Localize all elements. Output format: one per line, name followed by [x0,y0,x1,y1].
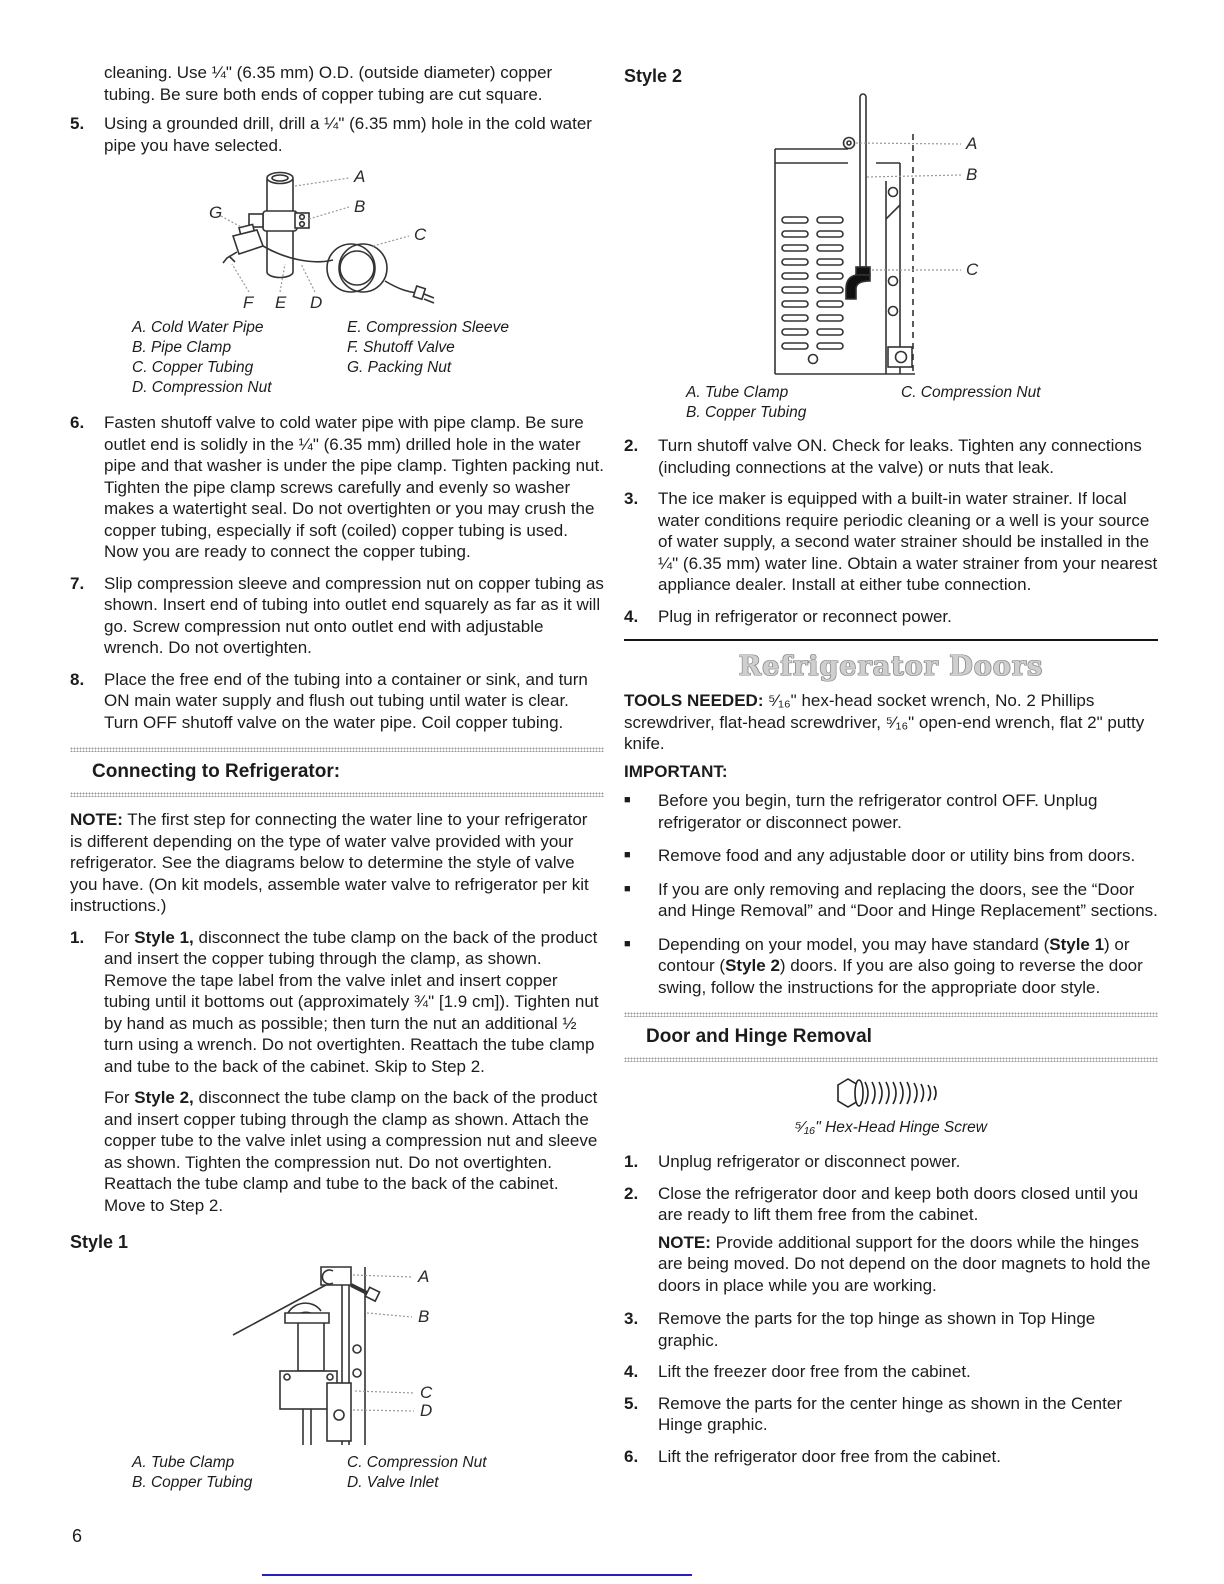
removal-step-6 [624,1446,1158,1468]
list-item-step8 [70,669,604,734]
diagram1-legend [132,318,604,398]
legend-item: D. Valve Inlet [347,1474,439,1491]
legend-item: A. Cold Water Pipe [132,319,264,336]
style2-back-diagram [700,89,1000,381]
list-number: 4. [624,1362,639,1381]
bracket-screw-2 [889,277,898,286]
list-number: 6. [70,413,85,432]
important-bullet-3 [624,879,1158,922]
square-bullet-icon: ■ [624,937,631,950]
bullet-text: Before you begin, turn the refrigerator control OFF. Unplug refrigerator or disconnect power. [658,791,1098,832]
valve-outlet-tubes [303,1409,311,1445]
legend-column-1 [132,1453,347,1493]
diagram1-label-C: C [414,225,427,244]
list-item-connect-3 [624,488,1158,596]
list-number: 5. [70,114,85,133]
text-run: Depending on your model, you may have standard ( [658,934,1050,954]
hinge-screw-head [365,1287,379,1301]
list-text [104,927,604,1078]
screw-thread [928,1085,931,1101]
rail-hole-1 [353,1345,361,1353]
list-number: 6. [624,1446,639,1466]
diagram1-label-G: G [209,203,223,222]
list-text: Remove the parts for the top hinge as shown in Top Hinge graphic. [658,1309,1096,1350]
legend-item: B. Pipe Clamp [132,339,232,356]
style1-label-D: D [420,1401,433,1420]
tools-needed-text: ⁵⁄₁₆" hex-head socket wrench, No. 2 Phillips screwdriver, flat-head screwdriver, ⁵⁄₁₆" open-end wrench, flat 2" putty knife. [624,691,1145,753]
note-paragraph [70,809,604,917]
legend-column-1 [132,318,347,398]
refrigerator-doors-title: Refrigerator Doors [738,651,1044,682]
tube-coil-3 [340,251,374,285]
text-run: ) or contour ( [658,934,1130,975]
legend-item: C. Compression Nut [901,384,1041,401]
note-label: NOTE: [658,1232,711,1252]
screw-thread [865,1082,868,1104]
tools-needed-label: TOOLS NEEDED: [624,691,764,710]
section-heading-text: Connecting to Refrigerator: [92,761,341,782]
legend-item: E. Compression Sleeve [347,319,509,336]
list-number: 2. [624,436,639,455]
page-number: 6 [72,1526,83,1546]
screw-thread [900,1082,903,1104]
solenoid-cap [285,1313,329,1323]
list-item-step5 [70,113,604,156]
list-item-step6 [70,412,604,563]
list-text: Unplug refrigerator or disconnect power. [658,1152,961,1171]
leader-C [355,1391,414,1393]
list-text: Turn shutoff valve ON. Check for leaks. Tighten any connections (including connections at the valve) or nuts that leak. [658,436,1142,477]
leader-A [856,143,961,144]
door-hinge-removal-heading [624,1012,1158,1062]
compression-nut [856,267,870,275]
list-number: 2. [624,1183,639,1203]
list-item-connect-2 [624,435,1158,478]
removal-step-2-note [658,1232,1158,1297]
legend-column-2 [347,318,604,398]
legend-item: F. Shutoff Valve [347,339,455,356]
screw-thread [907,1082,910,1104]
tube-coil-1 [327,244,375,292]
base-bracket [888,347,912,367]
list-text: Plug in refrigerator or reconnect power. [658,606,952,626]
list-number: 3. [624,1309,639,1328]
list-item-connect-4 [624,606,1158,628]
leader-B [309,207,349,219]
list-item-connect-1 [70,927,604,1078]
list-text: Lift the refrigerator door free from the cabinet. [658,1446,1002,1466]
square-bullet-icon: ■ [624,794,631,806]
tube-clamp-screw [844,138,855,149]
text-run: disconnect the tube clamp on the back of the product and insert copper tubing through the clamp as shown. Attach the copper tube to the valve inlet using a compression nut and sleeve as shown. Tighten the compression nut. Do not overtighten. Reattach the tube clamp and tube to the back of the cabinet. Move to Step 2. [104,1088,598,1215]
screw-thread [879,1082,882,1104]
solenoid-cylinder [298,1319,324,1371]
important-bullet-1 [624,790,1158,833]
legend-item: C. Compression Nut [347,1454,487,1471]
diagram1-label-B: B [354,197,366,216]
removal-step-1 [624,1151,1158,1173]
list-number: 7. [70,573,85,593]
tube-clamp-screw-center [847,141,851,145]
hinge-screw-caption: ⁵⁄₁₆" Hex-Head Hinge Screw [795,1119,987,1136]
right-column [624,62,1158,1477]
screw-washer [855,1080,863,1106]
pipe-bottom [267,272,293,278]
legend-column-2 [901,383,1158,423]
list-number: 5. [624,1393,639,1413]
list-text: The ice maker is equipped with a built-in water strainer. If local water conditions require periodic cleaning or a well is your source of water supply, a second water strainer should be installed in the ¼" (6.35 mm) water line. Obtain a water strainer from your nearest appliance dealer. Install at either tube connection. [658,489,1158,594]
list-text: Remove the parts for the center hinge as shown in the Center Hinge graphic. [658,1393,1122,1434]
list-text: Place the free end of the tubing into a container or sink, and turn ON main water supply and flush out tubing until water is clear. Turn OFF shutoff valve on the water pipe. Coil copper tubing. [104,669,588,732]
style1-heading: Style 1 [70,1232,129,1252]
style2-bold: Style 2, [134,1088,194,1107]
hinge-screw-figure [624,1074,1158,1117]
tube-coil-2 [339,244,387,292]
screw-thread [921,1084,924,1102]
style1-valve-diagram [215,1263,455,1449]
removal-step-4 [624,1361,1158,1383]
style1-label-A: A [418,1267,430,1286]
legend-column-2 [347,1453,604,1493]
base-screw [809,355,818,364]
vent-slots [782,217,843,349]
style2-label-C: C [966,260,979,279]
screw-thread [872,1082,875,1104]
end-fitting-nut [413,286,425,299]
bullet-text: If you are only removing and replacing the doors, see the “Door and Hinge Removal” and “Door and Hinge Replacement” sections. [658,879,1158,920]
style1-bold: Style 1 [1049,934,1105,954]
hex-head-screw-icon [830,1074,952,1112]
diagram1-label-E: E [275,293,287,312]
square-bullet-icon: ■ [624,882,631,895]
tube-end-run [385,281,417,293]
tube-elbow [846,275,870,299]
rail-hole-2 [353,1369,361,1377]
leader-A [353,1275,412,1277]
screw-thread [934,1086,936,1100]
note-text: The first step for connecting the water line to your refrigerator is different depending on the type of water valve provided with your refrigerator. See the diagrams below to determine the style of valve you have. (On kit models, assemble water valve to refrigerator per kit instructions.) [70,810,589,915]
leader-C [373,236,409,246]
list-text: Fasten shutoff valve to cold water pipe with pipe clamp. Be sure outlet end is solidly in the ¼" (6.35 mm) drilled hole in the water pipe and that washer is under the pipe clamp. Tighten packing nut. Tighten the pipe clamp screws carefully and evenly so washer makes a watertight seal. Do not overtighten or you may crush the copper tubing, especially if soft (coiled) copper tubing is used. Now you are ready to connect the copper tubing. [104,413,604,561]
diagram1-label-A: A [354,167,366,186]
leader-B [867,175,961,177]
list-number: 1. [624,1152,639,1171]
bracket-screw-3 [889,307,898,316]
square-bullet-icon: ■ [624,849,631,861]
style2-heading: Style 2 [624,66,683,86]
important-bullet-4 [624,934,1158,999]
style2-legend [686,383,1158,423]
bracket-notch [886,205,900,219]
bullet-text [658,934,1158,999]
section-heading-text: Door and Hinge Removal [646,1026,872,1047]
style1-label-B: B [418,1307,430,1326]
valve-spout-tip [229,256,235,262]
list-item-step7 [70,573,604,659]
tools-needed-paragraph [624,690,1158,755]
copper-tube-run [263,246,333,262]
list-number: 4. [624,606,639,626]
removal-step-2 [624,1183,1158,1226]
list-number: 1. [70,927,85,947]
end-fitting-nozzle [424,294,434,303]
copper-tube [860,94,866,267]
style1-label-C: C [420,1383,433,1402]
note-text: Provide additional support for the doors while the hinges are being moved. Do not depend on the door magnets to hold the doors in place while you are working. [658,1232,1151,1295]
stipple-rule-bottom [70,792,604,797]
footer-link-underline[interactable] [262,1574,692,1576]
leader-G [221,216,243,228]
list-number: 8. [70,669,85,689]
style2-paragraph [104,1087,604,1216]
legend-item: A. Tube Clamp [132,1454,235,1471]
leader-F [232,264,249,292]
pipe-clamp-band [263,211,297,231]
removal-step-3 [624,1308,1158,1351]
legend-item: D. Compression Nut [132,379,272,396]
text-run: For [104,927,135,947]
list-text: Close the refrigerator door and keep both doors closed until you are ready to lift them free from the cabinet. [658,1183,1139,1224]
connecting-section-heading [70,747,604,797]
screw-thread [893,1082,896,1104]
list-text: Lift the freezer door free from the cabinet. [658,1362,971,1381]
leader-D [301,264,315,292]
mounting-bracket [327,1383,351,1441]
shutoff-valve-body [233,230,263,254]
diagram1-label-D: D [310,293,323,312]
style2-label-B: B [966,165,978,184]
legend-item: B. Copper Tubing [132,1474,253,1491]
list-text: Using a grounded drill, drill a ¼" (6.35 mm) hole in the cold water pipe you have selected. [104,114,592,155]
important-label: IMPORTANT: [624,761,728,781]
leader-A [295,178,349,186]
legend-item: B. Copper Tubing [686,404,807,421]
leader-B [367,1313,412,1317]
stipple-rule-bottom [624,1057,1158,1062]
leader-D [353,1410,414,1411]
legend-item: G. Packing Nut [347,359,452,376]
removal-step-5 [624,1393,1158,1436]
style2-label-A: A [966,134,978,153]
list-text: Slip compression sleeve and compression nut on copper tubing as shown. Insert end of tubing into outlet end squarely as far as it will go. Screw compression nut onto outlet end with adjustable wrench. Do not overtighten. [104,573,604,657]
list-number: 3. [624,489,639,508]
legend-item: C. Copper Tubing [132,359,254,376]
style1-bold: Style 1, [134,927,194,947]
bracket-screw-1 [889,188,898,197]
text-run: ) doors. If you are also going to reverse the door swing, follow the instructions for the appropriate door style. [658,956,1143,997]
paragraph-continuation: cleaning. Use ¼" (6.35 mm) O.D. (outside diameter) copper tubing. Be sure both ends of copper tubing are cut square. [104,63,553,104]
style1-legend [132,1453,604,1493]
text-run: For [104,1088,135,1107]
diagram1-label-F: F [243,293,254,312]
legend-item: A. Tube Clamp [686,384,789,401]
left-column [70,62,604,1507]
note-label: NOTE: [70,810,123,829]
legend-column-1 [686,383,901,423]
bullet-text: Remove food and any adjustable door or utility bins from doors. [658,846,1136,865]
text-run: disconnect the tube clamp on the back of the product and insert the copper tubing through the clamp, as shown. Remove the tape label from the valve inlet and insert copper tubing until it bottoms out (approximately ¾" [1.9 cm]). Tighten nut by hand as much as possible; then turn the nut an additional ½ turn using a wrench. Do not overtighten. Reattach the tube clamp and tube to the back of the cabinet. Skip to Step 2. [104,927,599,1076]
pipe-top-opening [267,173,293,184]
style2-bold: Style 2 [725,956,780,975]
cold-water-pipe-diagram [185,166,455,316]
important-bullet-2 [624,845,1158,867]
section-divider-rule [624,639,1158,641]
screw-thread [886,1082,889,1104]
screw-thread [914,1083,917,1103]
